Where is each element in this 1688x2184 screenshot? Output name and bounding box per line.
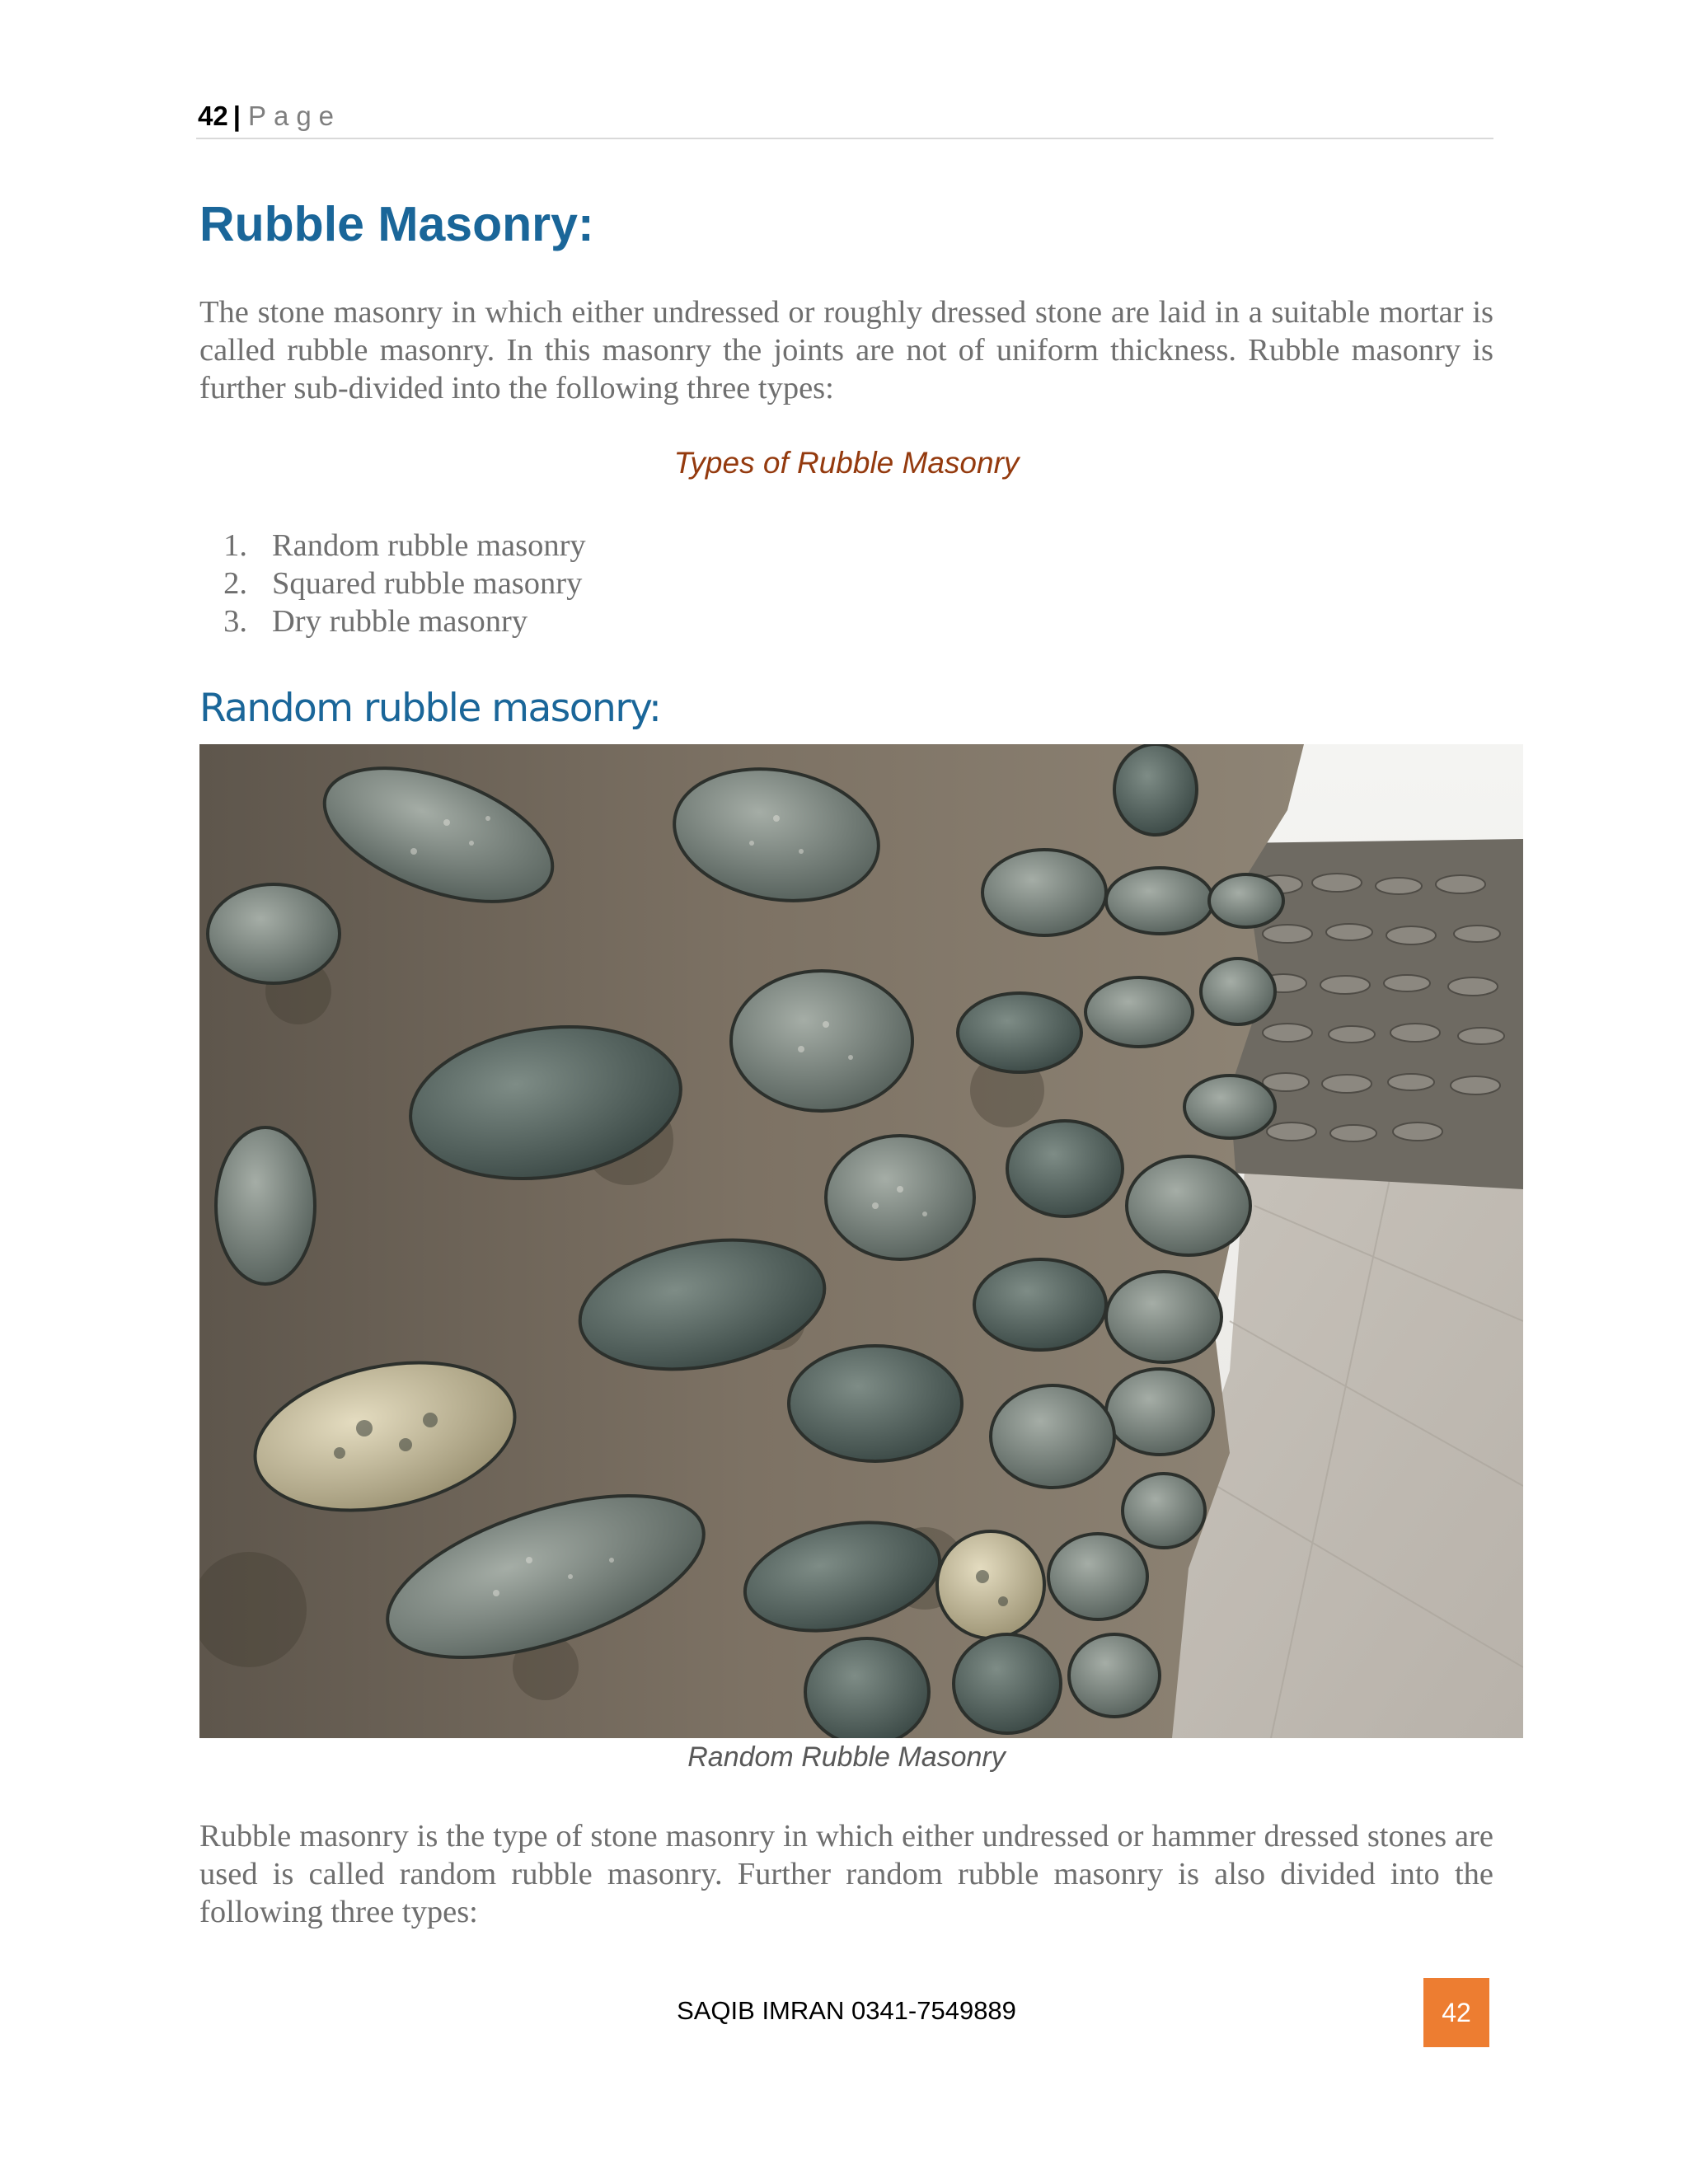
- types-list: [199, 527, 586, 640]
- list-item: [199, 602, 586, 640]
- page-title: Rubble Masonry:: [199, 197, 594, 251]
- header-page-number: 42: [198, 101, 228, 131]
- body-paragraph: Rubble masonry is the type of stone masonry in which either undressed or hammer dressed stones are used is called random rubble masonry. Further random rubble masonry is also divided into the following three types:: [199, 1819, 1493, 1929]
- footer-author-contact: SAQIB IMRAN 0341-7549889: [677, 1996, 1016, 2025]
- figure-caption: Random Rubble Masonry: [687, 1741, 1006, 1773]
- list-item: [199, 527, 586, 565]
- section-heading: Random rubble masonry:: [199, 686, 661, 731]
- page-header: [198, 101, 1493, 132]
- list-item-text: Random rubble masonry: [272, 528, 586, 563]
- header-page-word: Page: [247, 101, 342, 131]
- footer-page-badge: 42: [1423, 1978, 1489, 2047]
- list-item: [199, 565, 586, 602]
- list-item-text: Squared rubble masonry: [272, 566, 583, 601]
- list-item-number: 1.: [223, 528, 247, 563]
- list-item-text: Dry rubble masonry: [272, 604, 528, 639]
- header-separator: |: [232, 101, 241, 131]
- header-divider: [196, 138, 1493, 139]
- list-item-number: 2.: [223, 566, 247, 601]
- list-item-number: 3.: [223, 604, 247, 639]
- types-subtitle: Types of Rubble Masonry: [673, 446, 1020, 480]
- intro-paragraph: The stone masonry in which either undressed or roughly dressed stone are laid in a suitable mortar is called rubble masonry. In this masonry the joints are not of uniform thickness. Rubble masonry is further sub-divided into the following three types:: [199, 295, 1493, 405]
- rubble-masonry-photo: [199, 744, 1523, 1738]
